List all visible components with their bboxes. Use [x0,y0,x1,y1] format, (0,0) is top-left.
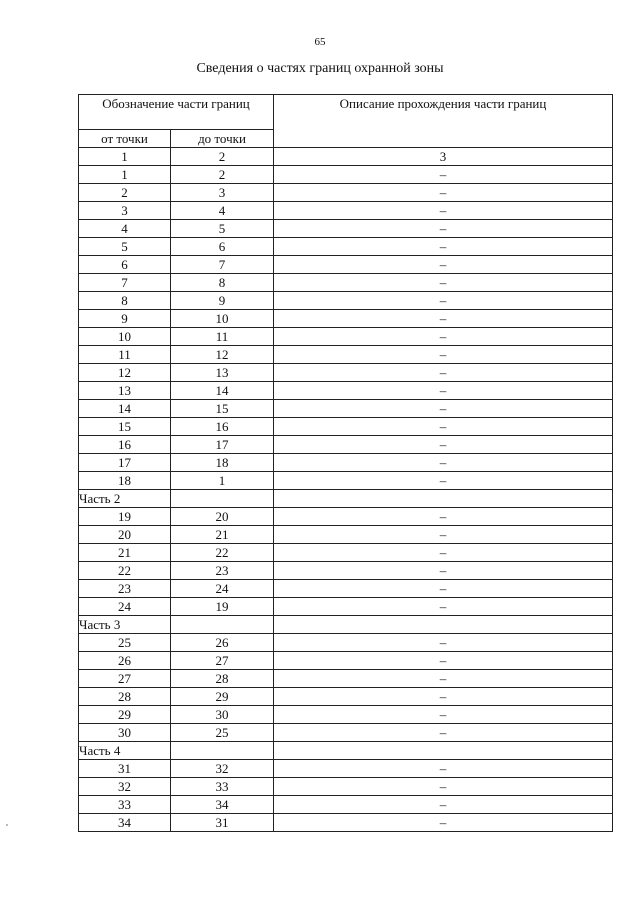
from-point-cell: 1 [79,166,171,184]
to-point-cell: 33 [171,778,274,796]
to-point-cell: 9 [171,292,274,310]
from-point-cell: 20 [79,526,171,544]
from-point-cell: 8 [79,292,171,310]
to-point-cell: 17 [171,436,274,454]
from-point-cell: 2 [79,184,171,202]
to-point-cell: 24 [171,580,274,598]
page-number: 65 [314,36,326,48]
from-point-cell: 17 [79,454,171,472]
description-cell: – [274,310,613,328]
description-cell: – [274,256,613,274]
to-point-cell: 21 [171,526,274,544]
description-cell: – [274,526,613,544]
from-point-cell: 13 [79,382,171,400]
to-point-cell: 11 [171,328,274,346]
from-point-cell: 27 [79,670,171,688]
from-point-cell: 34 [79,814,171,832]
part-label: Часть 3 [79,616,171,634]
table-row [79,796,613,814]
description-cell: – [274,436,613,454]
to-point-cell: 30 [171,706,274,724]
scan-speck [6,824,8,826]
table-row [79,418,613,436]
table-row [79,472,613,490]
from-point-cell: 5 [79,238,171,256]
from-point-cell: 11 [79,346,171,364]
table-row [79,562,613,580]
table-row [79,238,613,256]
description-cell: – [274,166,613,184]
description-cell: – [274,472,613,490]
table-row [79,400,613,418]
to-point-cell: 34 [171,796,274,814]
to-point-cell: 10 [171,310,274,328]
table-row [79,166,613,184]
from-point-cell: 12 [79,364,171,382]
table-row [79,274,613,292]
to-point-cell: 32 [171,760,274,778]
to-point-cell: 23 [171,562,274,580]
table-row [79,598,613,616]
description-cell: – [274,364,613,382]
from-point-cell: 24 [79,598,171,616]
table-header [79,95,613,166]
table-body [79,166,613,832]
empty-cell [171,616,274,634]
from-point-cell: 7 [79,274,171,292]
description-cell: – [274,580,613,598]
table-row [79,382,613,400]
from-point-cell: 29 [79,706,171,724]
to-point-cell: 14 [171,382,274,400]
description-cell: – [274,274,613,292]
part-row [79,616,613,634]
table-row [79,778,613,796]
description-cell: – [274,220,613,238]
from-point-cell: 26 [79,652,171,670]
table-row [79,670,613,688]
table-row [79,544,613,562]
to-point-cell: 6 [171,238,274,256]
to-point-cell: 15 [171,400,274,418]
description-header: Описание прохождения части границ [274,95,613,148]
table-row [79,346,613,364]
description-cell: – [274,670,613,688]
column-number: 2 [171,148,274,166]
column-number: 3 [274,148,613,166]
description-cell: – [274,562,613,580]
empty-cell [274,490,613,508]
description-cell: – [274,346,613,364]
to-point-cell: 5 [171,220,274,238]
to-point-cell: 18 [171,454,274,472]
description-cell: – [274,238,613,256]
table-row [79,760,613,778]
description-cell: – [274,652,613,670]
table-row [79,328,613,346]
description-cell: – [274,544,613,562]
to-point-cell: 4 [171,202,274,220]
to-point-cell: 1 [171,472,274,490]
to-point-cell: 27 [171,652,274,670]
from-point-cell: 14 [79,400,171,418]
to-point-cell: 8 [171,274,274,292]
to-point-cell: 28 [171,670,274,688]
part-row [79,742,613,760]
description-cell: – [274,400,613,418]
to-point-cell: 29 [171,688,274,706]
table-row [79,580,613,598]
table-row [79,364,613,382]
from-point-cell: 6 [79,256,171,274]
description-cell: – [274,418,613,436]
description-cell: – [274,724,613,742]
table-row [79,436,613,454]
to-point-cell: 19 [171,598,274,616]
designation-header: Обозначение части границ [79,95,274,130]
description-cell: – [274,634,613,652]
table-row [79,706,613,724]
part-label: Часть 2 [79,490,171,508]
to-point-cell: 25 [171,724,274,742]
description-cell: – [274,706,613,724]
to-point-cell: 26 [171,634,274,652]
table-row [79,652,613,670]
from-point-header: от точки [79,130,171,148]
from-point-cell: 31 [79,760,171,778]
description-cell: – [274,202,613,220]
empty-cell [274,742,613,760]
to-point-cell: 13 [171,364,274,382]
description-cell: – [274,382,613,400]
table-row [79,634,613,652]
from-point-cell: 10 [79,328,171,346]
from-point-cell: 22 [79,562,171,580]
table-row [79,454,613,472]
table-row [79,202,613,220]
from-point-cell: 23 [79,580,171,598]
empty-cell [171,742,274,760]
document-title: Сведения о частях границ охранной зоны [196,61,444,76]
part-label: Часть 4 [79,742,171,760]
description-cell: – [274,688,613,706]
from-point-cell: 9 [79,310,171,328]
to-point-cell: 12 [171,346,274,364]
table-row [79,526,613,544]
from-point-cell: 4 [79,220,171,238]
table-row [79,184,613,202]
from-point-cell: 16 [79,436,171,454]
table-row [79,256,613,274]
part-row [79,490,613,508]
from-point-cell: 33 [79,796,171,814]
to-point-cell: 2 [171,166,274,184]
table-row [79,292,613,310]
description-cell: – [274,796,613,814]
to-point-cell: 22 [171,544,274,562]
to-point-cell: 16 [171,418,274,436]
boundary-parts-table [78,94,613,832]
to-point-cell: 31 [171,814,274,832]
column-number: 1 [79,148,171,166]
from-point-cell: 19 [79,508,171,526]
description-cell: – [274,328,613,346]
description-cell: – [274,760,613,778]
from-point-cell: 15 [79,418,171,436]
table-row [79,508,613,526]
description-cell: – [274,454,613,472]
description-cell: – [274,184,613,202]
from-point-cell: 3 [79,202,171,220]
to-point-cell: 20 [171,508,274,526]
description-cell: – [274,814,613,832]
description-cell: – [274,778,613,796]
to-point-header: до точки [171,130,274,148]
from-point-cell: 30 [79,724,171,742]
table-row [79,688,613,706]
to-point-cell: 7 [171,256,274,274]
from-point-cell: 25 [79,634,171,652]
empty-cell [171,490,274,508]
from-point-cell: 21 [79,544,171,562]
to-point-cell: 3 [171,184,274,202]
table-row [79,814,613,832]
from-point-cell: 28 [79,688,171,706]
description-cell: – [274,508,613,526]
table-row [79,220,613,238]
description-cell: – [274,292,613,310]
description-cell: – [274,598,613,616]
column-number-row [79,148,613,166]
from-point-cell: 18 [79,472,171,490]
from-point-cell: 32 [79,778,171,796]
table-row [79,310,613,328]
empty-cell [274,616,613,634]
table-row [79,724,613,742]
